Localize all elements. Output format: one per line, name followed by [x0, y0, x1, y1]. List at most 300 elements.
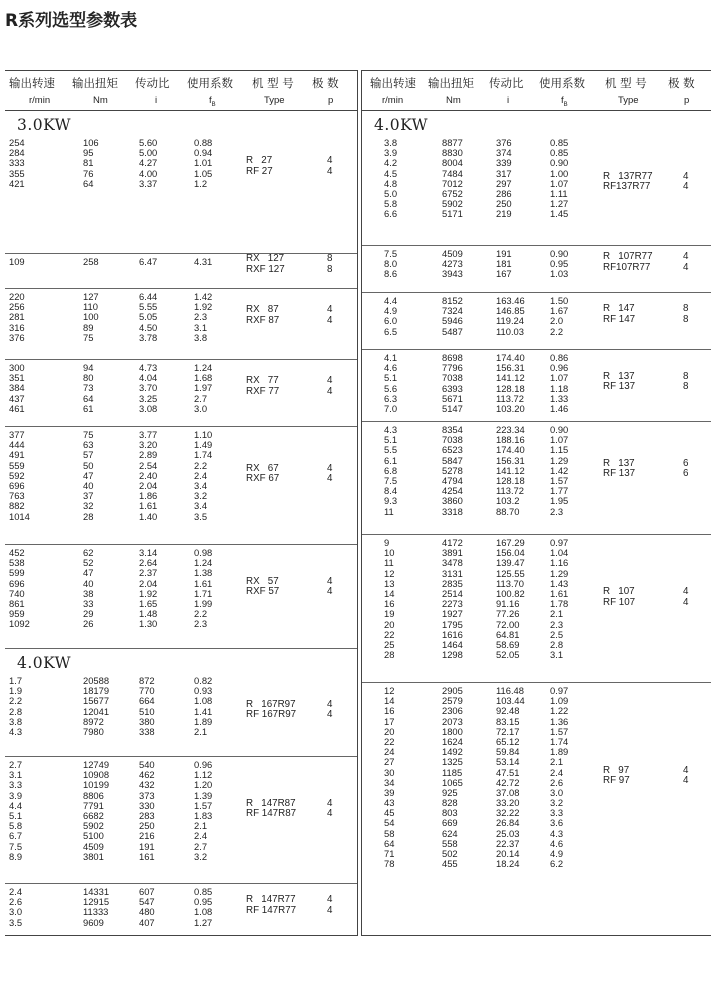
torque-cell: 3891: [442, 547, 463, 559]
poles-value: 8: [327, 263, 333, 275]
factor-cell: 0.97: [550, 537, 569, 548]
table-row: [362, 747, 711, 757]
ratio-cell: 540: [139, 759, 155, 770]
speed-cell: 599: [9, 567, 25, 579]
factor-cell: 2.3: [194, 618, 208, 630]
table-row: [362, 496, 711, 506]
table-row: [362, 199, 711, 209]
table-row: [362, 569, 711, 579]
factor-cell: 1.15: [550, 444, 569, 456]
rows: [362, 246, 711, 280]
speed-cell: 300: [9, 362, 25, 373]
table-row: [5, 548, 357, 558]
factor-cell: 1.46: [550, 402, 569, 414]
ratio-cell: 297: [496, 177, 512, 189]
table-row: [5, 383, 357, 393]
table-row: [5, 586, 357, 599]
torque-cell: 925: [442, 786, 458, 798]
model-group: [5, 757, 357, 884]
torque-cell: 8354: [442, 424, 463, 435]
model-group: [362, 246, 711, 293]
torque-cell: 4254: [442, 485, 463, 497]
ratio-cell: 65.12: [496, 735, 520, 747]
factor-cell: 1.67: [550, 305, 569, 317]
factor-cell: 1.00: [550, 167, 569, 179]
table-row: [5, 609, 357, 619]
model-group: [362, 422, 711, 535]
poles-value: 4: [327, 155, 333, 167]
ratio-cell: 1.48: [139, 608, 158, 620]
torque-cell: 18179: [83, 685, 110, 697]
speed-cell: 5.6: [384, 382, 398, 394]
speed-cell: 7.5: [384, 248, 398, 259]
power-section-title: 4.0KW: [374, 116, 429, 134]
torque-cell: 89: [83, 321, 94, 333]
speed-cell: 281: [9, 311, 25, 323]
right-groups: [362, 116, 711, 919]
torque-cell: 15677: [83, 695, 110, 707]
factor-cell: 1.27: [194, 916, 213, 928]
speed-cell: 20: [384, 618, 395, 630]
ratio-cell: 3.70: [139, 382, 158, 394]
poles-value: 4: [683, 251, 689, 263]
col-poles-header: 极 数: [312, 76, 339, 90]
table-row: [5, 904, 357, 918]
ratio-cell: 317: [496, 167, 512, 179]
table-row: [362, 189, 711, 199]
right-table: [361, 70, 711, 936]
table-row: [362, 788, 711, 798]
model-group: [5, 289, 357, 360]
factor-cell: 1.22: [550, 705, 569, 717]
ratio-cell: 338: [139, 725, 155, 737]
ratio-cell: 3.37: [139, 177, 158, 189]
model-type-line: R 147: [603, 303, 635, 315]
speed-cell: 4.3: [384, 424, 398, 435]
factor-cell: 1.89: [194, 715, 213, 727]
torque-cell: 11333: [83, 906, 109, 918]
table-row: [5, 501, 357, 511]
model-type: [603, 372, 635, 393]
speed-cell: 14: [384, 695, 395, 707]
ratio-cell: 26.84: [496, 817, 520, 829]
ratio-cell: 191: [139, 840, 155, 852]
factor-cell: 1.07: [550, 372, 569, 384]
torque-cell: 37: [83, 490, 94, 502]
torque-cell: 61: [83, 402, 94, 414]
speed-cell: 6.3: [384, 392, 398, 404]
ratio-cell: 110.03: [496, 325, 524, 337]
torque-cell: 95: [83, 147, 94, 159]
factor-cell: 1.89: [550, 746, 569, 758]
factor-cell: 1.24: [194, 557, 213, 569]
table-row: [5, 179, 357, 189]
table-row: [5, 808, 357, 821]
col-poles-unit: p: [684, 95, 690, 106]
ratio-cell: 3.20: [139, 439, 158, 451]
table-row: [362, 586, 711, 599]
table-row: [362, 370, 711, 384]
factor-cell: 1.04: [550, 547, 569, 559]
table-row: [5, 257, 357, 267]
torque-cell: 47: [83, 469, 94, 481]
ratio-cell: 22.37: [496, 837, 520, 849]
ratio-cell: 146.85: [496, 305, 525, 317]
speed-cell: 696: [9, 577, 25, 589]
torque-cell: 12041: [83, 705, 110, 717]
model-type: [603, 304, 635, 325]
speed-cell: 882: [9, 500, 25, 512]
table-row: [362, 538, 711, 548]
torque-cell: 4172: [442, 537, 463, 548]
factor-cell: 3.5: [194, 510, 208, 522]
factor-cell: 2.6: [550, 776, 564, 788]
torque-cell: 803: [442, 807, 458, 819]
model-group: [5, 360, 357, 427]
poles-value: 4: [327, 462, 333, 474]
ratio-cell: 2.04: [139, 479, 158, 491]
poles-value: 4: [683, 596, 689, 608]
factor-cell: 0.85: [194, 886, 213, 897]
torque-cell: 7796: [442, 362, 463, 374]
factor-cell: 1.36: [550, 715, 569, 727]
torque-cell: 5902: [442, 198, 463, 210]
torque-cell: 3478: [442, 557, 463, 569]
rows: [362, 293, 711, 337]
torque-cell: 76: [83, 167, 94, 179]
torque-cell: 20588: [83, 675, 110, 686]
factor-cell: 2.4: [194, 469, 208, 481]
table-row: [5, 791, 357, 801]
ratio-cell: 250: [139, 820, 155, 832]
torque-cell: 624: [442, 827, 458, 839]
factor-cell: 1.09: [550, 695, 569, 707]
poles-value: 4: [683, 170, 689, 182]
poles: [327, 577, 332, 598]
speed-cell: 538: [9, 557, 25, 569]
ratio-cell: 373: [139, 789, 155, 801]
torque-cell: 106: [83, 137, 99, 148]
ratio-cell: 286: [496, 187, 512, 199]
table-row: [5, 760, 357, 770]
poles: [327, 799, 332, 820]
torque-cell: 100: [83, 311, 99, 323]
col-type-unit: Type: [264, 95, 285, 106]
torque-cell: 4794: [442, 474, 463, 486]
ratio-cell: 2.54: [139, 459, 158, 471]
poles-value: 4: [327, 586, 333, 598]
speed-cell: 316: [9, 321, 25, 333]
ratio-cell: 432: [139, 779, 155, 791]
speed-cell: 6.6: [384, 208, 398, 220]
model-group: [5, 884, 357, 984]
model-type-line: R 97: [603, 764, 630, 776]
poles: [327, 700, 332, 721]
speed-cell: 5.0: [384, 187, 398, 199]
factor-cell: 1.33: [550, 392, 569, 404]
factor-cell: 1.29: [550, 567, 569, 579]
poles-value: 6: [683, 457, 689, 469]
speed-cell: 351: [9, 372, 25, 384]
speed-cell: 19: [384, 608, 395, 620]
torque-cell: 6752: [442, 187, 463, 199]
factor-cell: 1.27: [550, 198, 569, 210]
table-row: [362, 650, 711, 660]
ratio-cell: 113.72: [496, 485, 524, 497]
torque-cell: 8972: [83, 715, 104, 727]
torque-cell: 14331: [83, 886, 110, 897]
col-ratio-unit: i: [507, 95, 510, 106]
rows: [5, 254, 357, 267]
ratio-cell: 128.18: [496, 474, 525, 486]
ratio-cell: 103.2: [496, 495, 520, 507]
col-poles-unit: p: [328, 95, 334, 106]
torque-cell: 7324: [442, 305, 463, 317]
factor-cell: 1.83: [194, 809, 213, 821]
speed-cell: 4.5: [384, 167, 398, 179]
factor-cell: 2.2: [550, 325, 564, 337]
torque-cell: 1298: [442, 649, 463, 661]
speed-cell: 1.7: [9, 675, 23, 686]
speed-cell: 376: [9, 331, 25, 343]
torque-cell: 64: [83, 392, 94, 404]
poles: [327, 376, 332, 397]
factor-cell: 0.93: [194, 685, 213, 697]
col-speed-unit: r/min: [29, 95, 51, 106]
speed-cell: 3.0: [9, 906, 23, 918]
factor-cell: 1.68: [194, 372, 213, 384]
torque-cell: 12749: [83, 759, 110, 770]
speed-cell: 54: [384, 817, 395, 829]
table-row: [5, 138, 357, 148]
torque-cell: 32: [83, 500, 94, 512]
factor-cell: 3.2: [194, 850, 208, 862]
table-row: [5, 450, 357, 460]
torque-cell: 5487: [442, 325, 463, 337]
col-factor-header: 使用系数: [187, 76, 233, 90]
table-row: [362, 706, 711, 716]
ratio-cell: 3.77: [139, 429, 158, 440]
model-type: [246, 254, 285, 275]
ratio-cell: 163.46: [496, 295, 525, 306]
col-type-header: 机 型 号: [252, 76, 294, 90]
table-row: [362, 757, 711, 767]
left-table: [5, 70, 358, 936]
ratio-cell: 2.40: [139, 469, 158, 481]
col-speed-header: 输出转速: [370, 76, 416, 90]
ratio-cell: 2.64: [139, 557, 158, 569]
torque-cell: 127: [83, 291, 99, 302]
model-type-line: R 147R77: [246, 894, 296, 906]
factor-cell: 0.85: [550, 137, 569, 148]
table-row: [362, 620, 711, 630]
table-row: [5, 676, 357, 686]
ratio-cell: 216: [139, 830, 155, 842]
poles-value: 4: [327, 314, 333, 326]
table-row: [5, 165, 357, 179]
ratio-cell: 125.55: [496, 567, 525, 579]
table-row: [362, 327, 711, 337]
col-speed-unit: r/min: [382, 95, 404, 106]
torque-cell: 12915: [83, 896, 110, 908]
model-type-line: RXF 57: [246, 586, 280, 598]
speed-cell: 4.6: [384, 362, 398, 374]
table-row: [362, 717, 711, 727]
speed-cell: 6.7: [9, 830, 23, 842]
poles-value: 4: [327, 698, 333, 710]
factor-cell: 1.01: [194, 157, 213, 169]
poles-value: 4: [683, 586, 689, 598]
poles: [683, 304, 688, 325]
table-row: [362, 249, 711, 259]
rows: [362, 422, 711, 517]
rows: [5, 884, 357, 928]
torque-cell: 33: [83, 597, 94, 609]
model-group: [362, 535, 711, 683]
torque-cell: 828: [442, 797, 458, 809]
torque-cell: 1492: [442, 746, 463, 758]
speed-cell: 740: [9, 587, 25, 599]
speed-cell: 1.9: [9, 685, 23, 697]
torque-cell: 6393: [442, 382, 463, 394]
rows: [362, 350, 711, 414]
table-row: [362, 737, 711, 747]
factor-cell: 1.43: [550, 577, 569, 589]
factor-cell: 2.5: [550, 628, 564, 640]
table-row: [362, 818, 711, 828]
model-type: [603, 172, 653, 193]
table-row: [362, 209, 711, 219]
factor-unit-sub: B: [211, 101, 216, 108]
table-row: [5, 780, 357, 790]
ratio-cell: 5.05: [139, 311, 158, 323]
speed-cell: 284: [9, 147, 25, 159]
poles: [683, 172, 688, 193]
factor-cell: 1.42: [550, 464, 569, 476]
ratio-cell: 18.24: [496, 858, 520, 870]
model-group: [5, 545, 357, 649]
model-type: [246, 895, 296, 916]
model-type-line: RXF 127: [246, 263, 285, 275]
rows: [362, 683, 711, 869]
left-groups: [5, 116, 357, 984]
model-group: [362, 116, 711, 246]
ratio-cell: 223.34: [496, 424, 525, 435]
speed-cell: 6.8: [384, 464, 398, 476]
torque-cell: 81: [83, 157, 94, 169]
table-row: [362, 849, 711, 859]
table-row: [5, 599, 357, 609]
table-row: [362, 696, 711, 706]
ratio-cell: 113.72: [496, 392, 524, 404]
table-row: [362, 425, 711, 435]
table-row: [362, 727, 711, 737]
factor-cell: 1.57: [550, 725, 569, 737]
torque-cell: 75: [83, 331, 94, 343]
model-type-line: RX 57: [246, 575, 279, 587]
ratio-cell: 42.72: [496, 776, 520, 788]
factor-cell: 1.61: [550, 587, 569, 599]
factor-unit-letter: f: [561, 95, 564, 106]
table-row: [362, 798, 711, 808]
torque-cell: 1464: [442, 638, 463, 650]
factor-cell: 0.90: [550, 157, 569, 169]
factor-cell: 1.71: [194, 587, 213, 599]
model-type: [246, 799, 296, 820]
ratio-cell: 2.04: [139, 577, 158, 589]
rows: [5, 360, 357, 414]
torque-cell: 94: [83, 362, 94, 373]
table-row: [362, 148, 711, 158]
table-row: [5, 461, 357, 471]
table-row: [362, 269, 711, 279]
poles-value: 8: [683, 370, 689, 382]
factor-cell: 2.3: [550, 618, 564, 630]
torque-cell: 57: [83, 449, 94, 461]
factor-cell: 4.31: [194, 256, 213, 267]
speed-cell: 4.3: [9, 725, 23, 737]
speed-cell: 22: [384, 735, 395, 747]
speed-cell: 10: [384, 547, 395, 559]
ratio-cell: 4.00: [139, 167, 158, 179]
table-row: [362, 353, 711, 363]
factor-cell: 1.10: [194, 429, 213, 440]
model-type-line: RX 87: [246, 304, 279, 316]
ratio-cell: 407: [139, 916, 155, 928]
ratio-cell: 607: [139, 886, 155, 897]
poles-value: 4: [683, 261, 689, 273]
factor-cell: 1.16: [550, 557, 569, 569]
torque-cell: 7012: [442, 177, 463, 189]
speed-cell: 5.1: [384, 434, 398, 446]
torque-cell: 38: [83, 587, 94, 599]
ratio-cell: 64.81: [496, 628, 520, 640]
factor-cell: 2.0: [550, 315, 564, 327]
torque-cell: 29: [83, 608, 94, 620]
factor-cell: 2.3: [194, 311, 208, 323]
torque-cell: 4273: [442, 258, 463, 270]
speed-cell: 452: [9, 547, 25, 558]
factor-cell: 0.97: [550, 685, 569, 696]
ratio-cell: 510: [139, 705, 155, 717]
ratio-cell: 72.17: [496, 725, 520, 737]
col-type-unit: Type: [618, 95, 639, 106]
ratio-cell: 770: [139, 685, 155, 697]
ratio-cell: 330: [139, 799, 155, 811]
ratio-cell: 4.27: [139, 157, 158, 169]
torque-cell: 8698: [442, 352, 463, 363]
torque-cell: 3943: [442, 268, 463, 280]
torque-cell: 2579: [442, 695, 463, 707]
rows: [5, 673, 357, 737]
speed-cell: 5.1: [384, 372, 398, 384]
table-row: [362, 303, 711, 317]
factor-cell: 1.38: [194, 567, 213, 579]
torque-cell: 5100: [83, 830, 104, 842]
torque-cell: 258: [83, 256, 99, 267]
factor-cell: 3.1: [550, 649, 564, 661]
poles: [327, 156, 332, 177]
factor-cell: 1.03: [550, 268, 569, 280]
speed-cell: 4.4: [9, 799, 23, 811]
table-row: [5, 394, 357, 404]
torque-cell: 1927: [442, 608, 463, 620]
ratio-cell: 1.92: [139, 587, 158, 599]
ratio-cell: 191: [496, 248, 512, 259]
table-row: [362, 313, 711, 327]
table-row: [362, 138, 711, 148]
speed-cell: 491: [9, 449, 25, 461]
